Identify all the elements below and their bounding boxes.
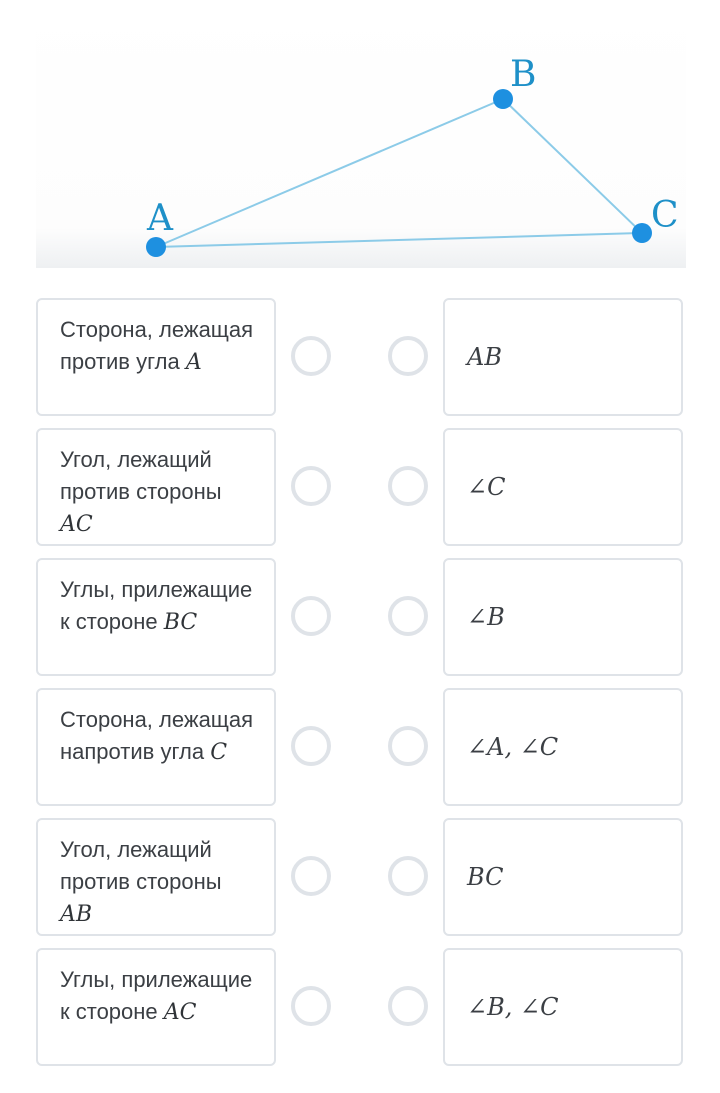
left-radio[interactable] <box>291 856 331 896</box>
right-radio[interactable] <box>388 336 428 376</box>
match-row <box>0 818 720 936</box>
left-radio[interactable] <box>291 986 331 1026</box>
right-card[interactable] <box>443 818 683 936</box>
left-radio[interactable] <box>291 596 331 636</box>
left-card-label: Сторона, лежащая против угла <box>60 317 254 374</box>
left-card-math: BC <box>163 610 198 635</box>
right-card[interactable] <box>443 428 683 546</box>
left-card-label: Углы, прилежащие к стороне <box>60 967 253 1024</box>
left-card-text <box>60 964 258 1029</box>
left-card[interactable] <box>36 688 276 806</box>
left-radio[interactable] <box>291 726 331 766</box>
side-ac <box>156 233 642 247</box>
left-card-text <box>60 314 258 379</box>
right-card[interactable] <box>443 948 683 1066</box>
left-card[interactable] <box>36 558 276 676</box>
label-b: B <box>510 54 537 95</box>
left-card[interactable] <box>36 818 276 936</box>
left-card-text <box>60 444 258 541</box>
left-card-text <box>60 834 258 931</box>
left-card-math: AC <box>163 1000 197 1025</box>
left-card-label: Угол, лежащий против стороны <box>60 447 222 504</box>
right-radio[interactable] <box>388 466 428 506</box>
right-card-text: AB <box>467 343 502 371</box>
side-bc <box>503 99 642 233</box>
left-card-math: C <box>210 740 228 765</box>
right-radio[interactable] <box>388 856 428 896</box>
left-card-text <box>60 704 258 769</box>
left-card-label: Углы, прилежащие к стороне <box>60 577 253 634</box>
match-row <box>0 428 720 546</box>
point-a <box>146 237 166 257</box>
left-card-text <box>60 574 258 639</box>
label-c: C <box>651 195 679 236</box>
right-card-text: ∠B, ∠C <box>467 993 559 1021</box>
left-radio[interactable] <box>291 466 331 506</box>
triangle-figure <box>36 0 686 268</box>
triangle-svg <box>36 0 686 268</box>
side-ab <box>156 99 503 247</box>
left-card-label: Сторона, лежащая напротив угла <box>60 707 254 764</box>
match-row <box>0 688 720 806</box>
left-card-math: A <box>185 350 202 375</box>
left-card-label: Угол, лежащий против стороны <box>60 837 222 894</box>
left-card-math: AC <box>60 512 93 537</box>
left-card-math: AB <box>60 902 93 927</box>
right-card[interactable] <box>443 688 683 806</box>
right-card-text: BC <box>467 863 504 891</box>
left-card[interactable] <box>36 948 276 1066</box>
match-row <box>0 558 720 676</box>
right-card[interactable] <box>443 298 683 416</box>
right-card-text: ∠A, ∠C <box>467 733 559 761</box>
left-card[interactable] <box>36 428 276 546</box>
match-row <box>0 948 720 1066</box>
match-row <box>0 298 720 416</box>
right-card-text: ∠C <box>467 473 506 501</box>
right-radio[interactable] <box>388 986 428 1026</box>
right-radio[interactable] <box>388 726 428 766</box>
right-card-text: ∠B <box>467 603 505 631</box>
label-a: A <box>147 198 173 239</box>
left-radio[interactable] <box>291 336 331 376</box>
right-card[interactable] <box>443 558 683 676</box>
left-card[interactable] <box>36 298 276 416</box>
right-radio[interactable] <box>388 596 428 636</box>
point-c <box>632 223 652 243</box>
